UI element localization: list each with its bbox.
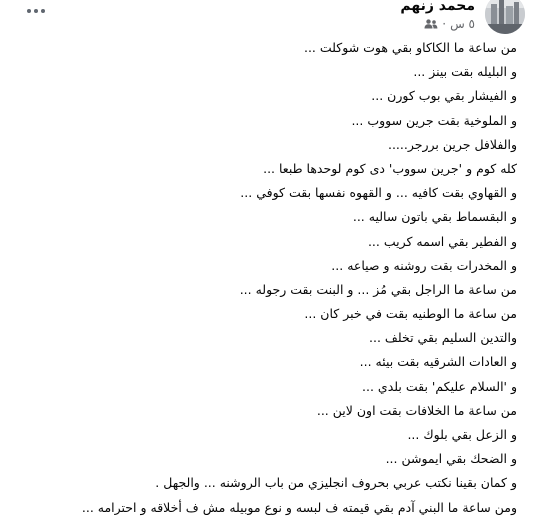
more-options-icon[interactable] [24,2,48,20]
post-line: من ساعة ما الوطنيه بقت في خبر كان ... [304,306,517,322]
post-line: و الزعل بقي بلوك ... [407,427,517,442]
post-body [17,36,517,520]
more-dot [34,9,38,13]
post-line: و العادات الشرقيه بقت بيئه ... [359,354,517,370]
post-line: و الفطير بقي اسمه كريب ... [367,233,517,249]
post-line: و كمان بقينا نكتب عربي بحروف انجليزي من باب الروشنه ... والجهل . [155,475,517,491]
post-line: و البقسماط بقي باتون ساليه ... [352,209,517,225]
post-header [0,0,539,40]
friends-icon[interactable] [424,19,438,29]
post-line: و الملوخية بقت جرين سووب ... [351,112,517,128]
more-dot [27,9,31,13]
post-line: كله كوم و 'جرين سووب' دى كوم لوحدها طبعا ... [263,160,517,176]
post-line: و الفيشار بقي بوب كورن ... [371,88,517,104]
more-dot [41,9,45,13]
post-line: ومن ساعة ما البني آدم بقي قيمته ف لبسه و نوع موبيله مش ف أخلاقه و احترامه ... [81,499,517,515]
post-line: و القهاوي بقت كافيه ... و القهوه نفسها بقت كوفي ... [240,185,517,201]
post-line: من ساعة ما الخلافات بقت اون لاين ... [316,402,517,418]
post-time[interactable]: ٥ س [450,17,475,31]
post-line: و الضحك بقي ايموشن ... [385,451,517,467]
post-line: و المخدرات بقت روشنه و صياعه ... [331,257,517,273]
post-line: والفلافل جرين بررجر..... [387,136,517,152]
post-meta [424,17,475,31]
meta-separator: · [442,17,447,31]
post-line: و البليله بقت بينز ... [413,64,517,80]
post-line: و 'السلام عليكم' بقت بلدي ... [362,378,517,394]
avatar-photo [485,0,525,34]
post-line: من ساعة ما الكاكاو بقي هوت شوكلت ... [303,40,517,55]
author-name[interactable]: محمد زنهم [400,0,475,14]
author-avatar[interactable] [485,0,525,34]
post-line: والتدين السليم بقي تخلف ... [369,330,517,346]
post-line: من ساعة ما الراجل بقي مُز ... و البنت بقت رجوله ... [239,281,517,297]
